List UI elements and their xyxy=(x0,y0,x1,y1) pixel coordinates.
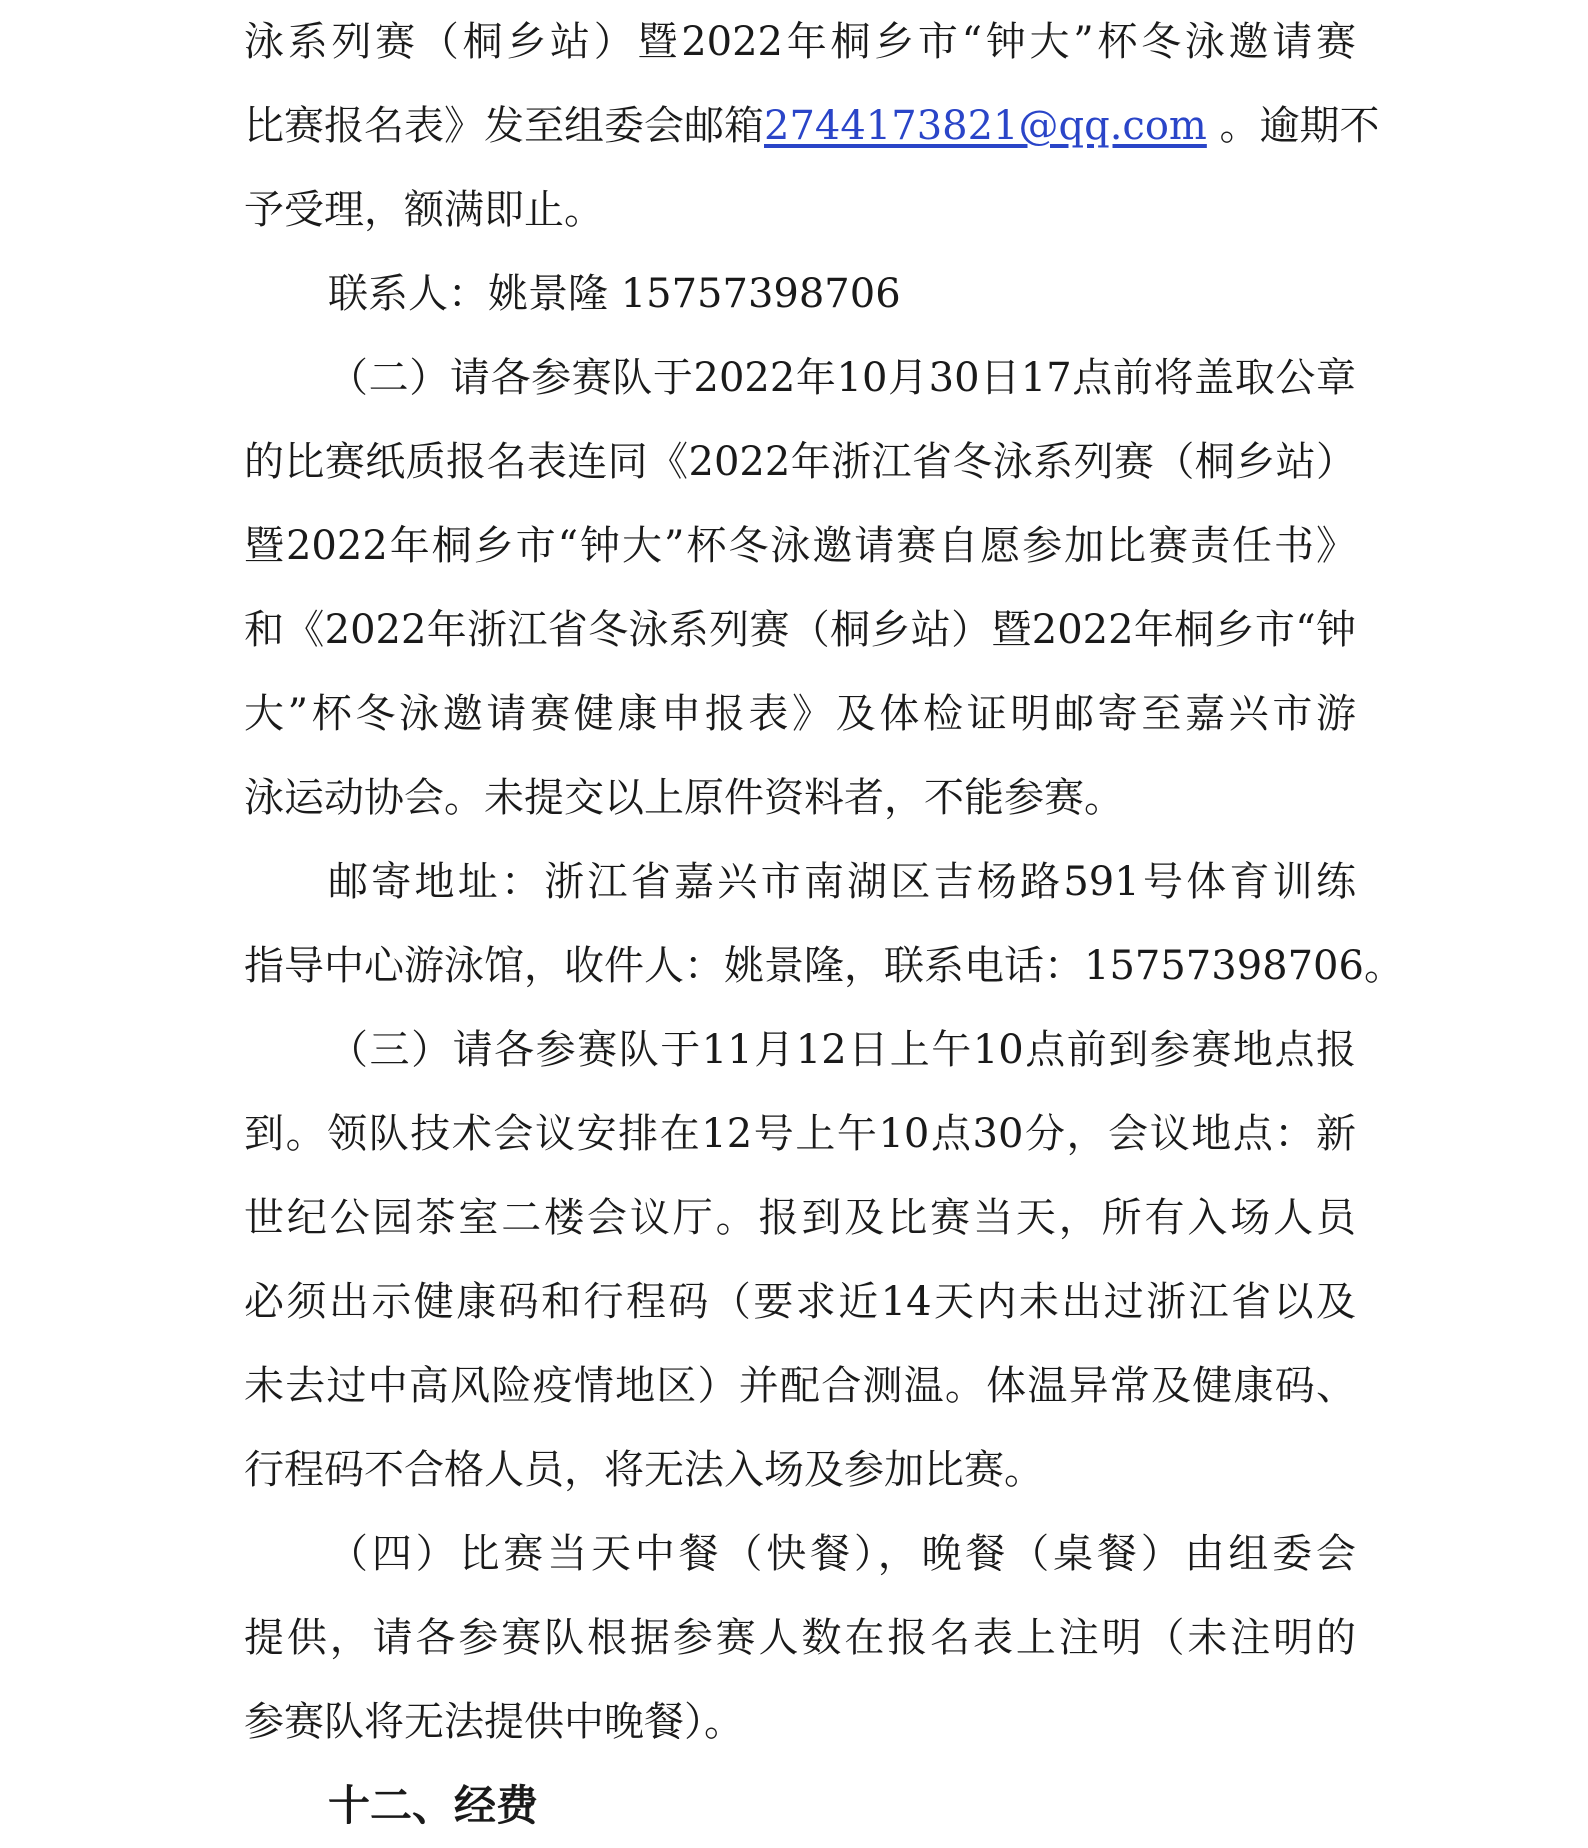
p2-line-2: 的比赛纸质报名表连同《2022年浙江省冬泳系列赛（桐乡站） xyxy=(244,439,1356,485)
p1-line-2 xyxy=(244,84,1380,168)
p2-line-3: 暨2022年桐乡市“钟大”杯冬泳邀请赛自愿参加比赛责任书》 xyxy=(244,523,1356,569)
p1-line-3: 予受理，额满即止。 xyxy=(244,187,604,233)
p2-line-4: 和《2022年浙江省冬泳系列赛（桐乡站）暨2022年桐乡市“钟 xyxy=(244,607,1356,653)
p1-line-2-suffix: 。逾期不 xyxy=(1206,103,1380,149)
address-line-1: 邮寄地址：浙江省嘉兴市南湖区吉杨路591号体育训练 xyxy=(328,859,1356,905)
address-line-2: 指导中心游泳馆，收件人：姚景隆，联系电话：15757398706。 xyxy=(244,943,1404,989)
section-heading: 十二、经费 xyxy=(328,1781,539,1830)
p3-line-2: 到。领队技术会议安排在12号上午10点30分，会议地点：新 xyxy=(244,1111,1356,1157)
p2-line-1: （二）请各参赛队于2022年10月30日17点前将盖取公章 xyxy=(328,355,1356,401)
p4-line-3: 参赛队将无法提供中晚餐）。 xyxy=(244,1699,744,1745)
p4-line-2: 提供，请各参赛队根据参赛人数在报名表上注明（未注明的 xyxy=(244,1615,1356,1661)
email-link[interactable]: 2744173821@qq.com xyxy=(764,103,1207,149)
p2-line-5: 大”杯冬泳邀请赛健康申报表》及体检证明邮寄至嘉兴市游 xyxy=(244,691,1356,737)
p1-line-1: 泳系列赛（桐乡站）暨2022年桐乡市“钟大”杯冬泳邀请赛 xyxy=(244,19,1356,65)
p2-line-6: 泳运动协会。未提交以上原件资料者，不能参赛。 xyxy=(244,775,1124,821)
p3-line-5: 未去过中高风险疫情地区）并配合测温。体温异常及健康码、 xyxy=(244,1363,1356,1409)
p3-line-6: 行程码不合格人员，将无法入场及参加比赛。 xyxy=(244,1447,1044,1493)
p4-line-1: （四）比赛当天中餐（快餐），晚餐（桌餐）由组委会 xyxy=(328,1531,1356,1577)
contact-line: 联系人：姚景隆 15757398706 xyxy=(328,271,901,317)
p3-line-3: 世纪公园茶室二楼会议厅。报到及比赛当天，所有入场人员 xyxy=(244,1195,1356,1241)
p3-line-1: （三）请各参赛队于11月12日上午10点前到参赛地点报 xyxy=(328,1027,1356,1073)
p3-line-4: 必须出示健康码和行程码（要求近14天内未出过浙江省以及 xyxy=(244,1279,1356,1325)
p1-line-2-prefix: 比赛报名表》发至组委会邮箱 xyxy=(244,103,764,149)
